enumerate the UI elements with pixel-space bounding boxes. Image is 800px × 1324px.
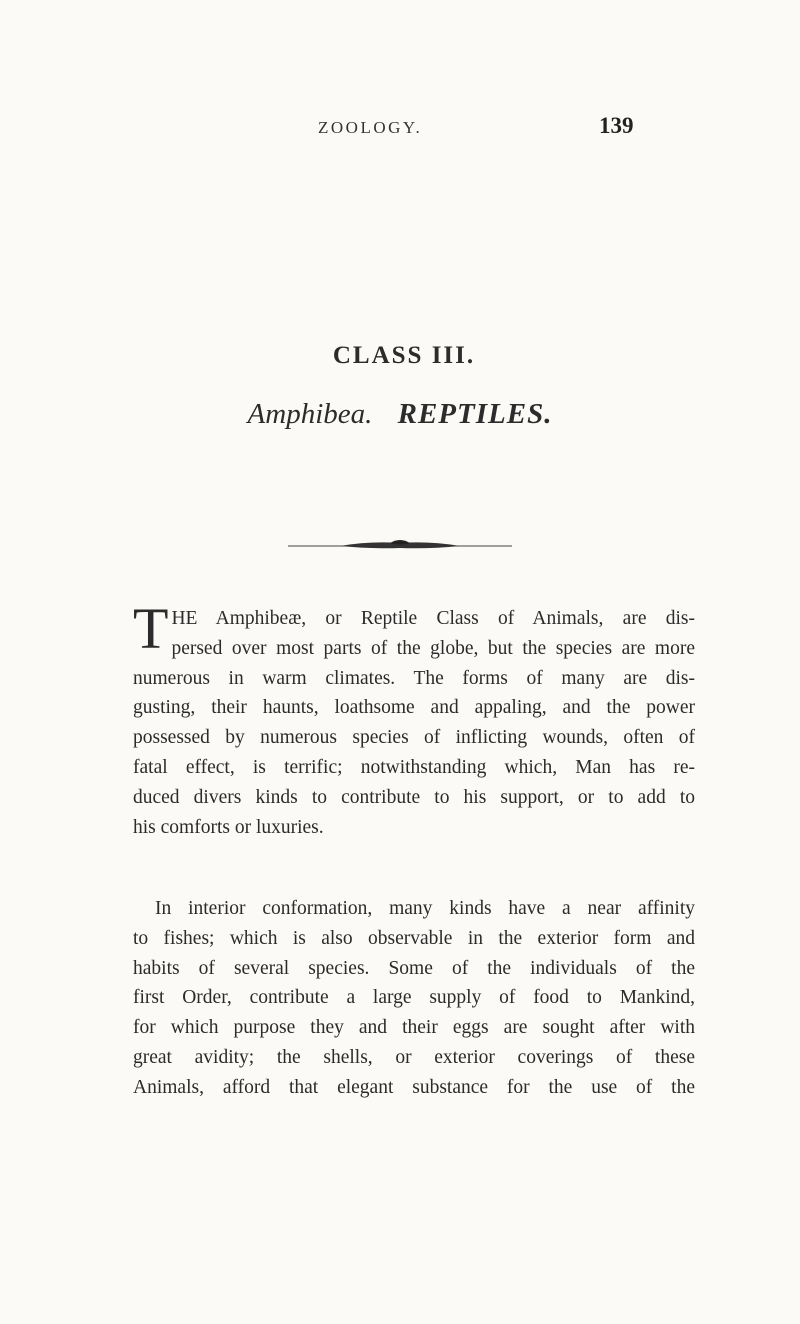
text-line: numerous in warm climates. The forms of many are dis- bbox=[133, 667, 695, 689]
text-line: great avidity; the shells, or exterior coverings of these bbox=[133, 1046, 695, 1068]
text-line: to fishes; which is also observable in the exterior form and bbox=[133, 927, 695, 949]
text-line: HE Amphibeæ, or Reptile Class of Animals, are dis- bbox=[171, 608, 695, 629]
text-line: habits of several species. Some of the individuals of the bbox=[133, 957, 695, 979]
running-head bbox=[0, 113, 800, 146]
text-line: persed over most parts of the globe, but the species are more bbox=[171, 637, 695, 659]
running-title: ZOOLOGY. bbox=[318, 118, 423, 137]
text-line: his comforts or luxuries. bbox=[133, 816, 324, 838]
page-number: 139 bbox=[599, 113, 634, 138]
paragraph-2 bbox=[133, 894, 695, 1103]
text-line: In interior conformation, many kinds have a near affinity bbox=[155, 898, 695, 919]
subheading-english: REPTILES. bbox=[397, 398, 553, 430]
subheading-latin: Amphibea. bbox=[247, 398, 373, 430]
text-line: duced divers kinds to contribute to his support, or to add to bbox=[133, 786, 695, 808]
text-line: for which purpose they and their eggs are sought after with bbox=[133, 1017, 695, 1039]
text-line: gusting, their haunts, loathsome and appaling, and the power bbox=[133, 697, 695, 719]
text-line: possessed by numerous species of inflicting wounds, often of bbox=[133, 727, 695, 749]
section-subheading bbox=[0, 398, 800, 431]
text-line: first Order, contribute a large supply of food to Mankind, bbox=[133, 987, 695, 1009]
class-heading: CLASS III. bbox=[332, 342, 476, 369]
ornamental-rule-icon bbox=[280, 536, 520, 556]
paragraph-1 bbox=[133, 596, 695, 842]
text-line: Animals, afford that elegant substance for the use of the bbox=[133, 1076, 695, 1098]
drop-cap: T bbox=[133, 596, 169, 661]
text-line: fatal effect, is terrific; notwithstanding which, Man has re- bbox=[133, 756, 695, 778]
